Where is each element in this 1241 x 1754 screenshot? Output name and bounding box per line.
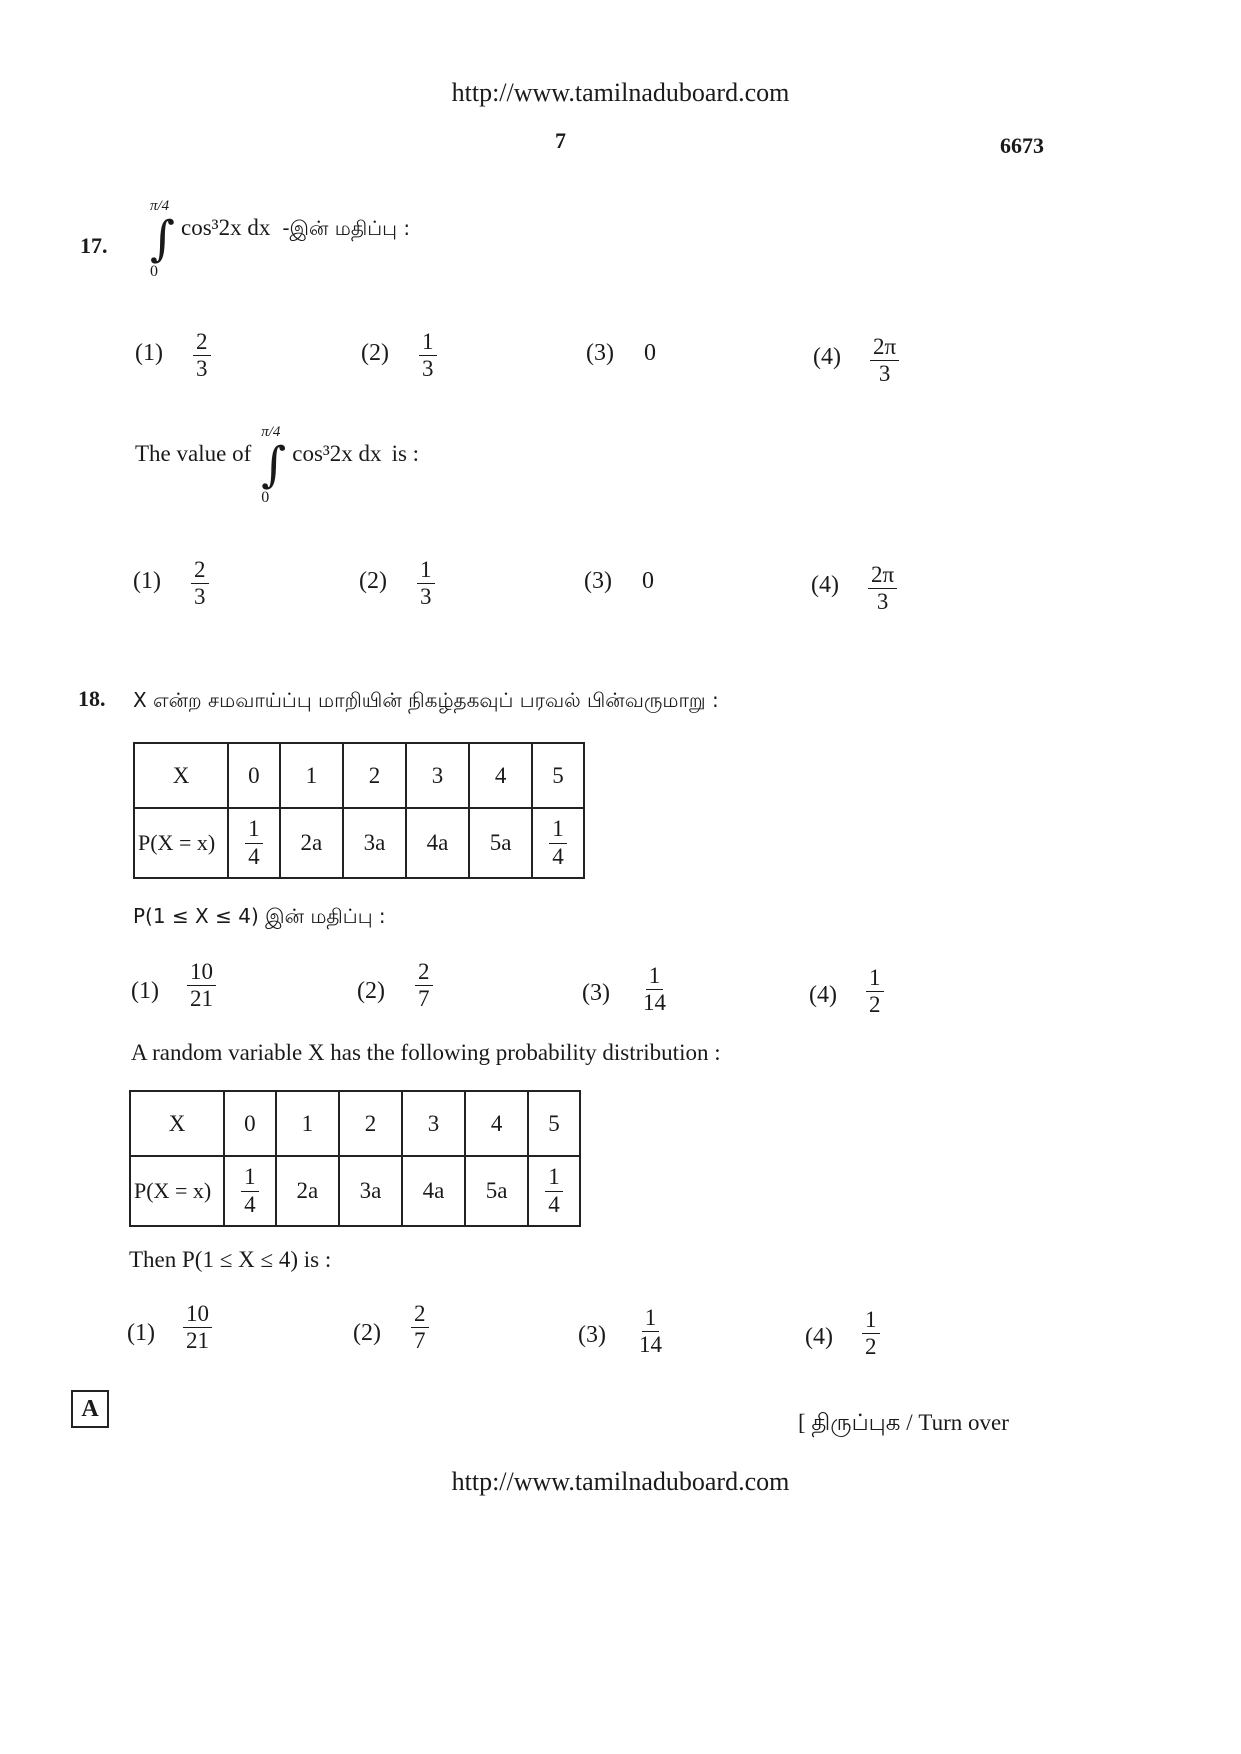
- table-cell: 2a: [280, 808, 343, 878]
- table-cell: 5: [528, 1091, 580, 1156]
- option-value: 0: [644, 340, 656, 366]
- fraction: $\frac{10}{21}$: [183, 1302, 212, 1353]
- turn-over-note: [ திருப்புக / Turn over: [798, 1410, 1009, 1435]
- option-label: (1): [135, 340, 163, 366]
- option-label: (4): [813, 344, 841, 370]
- table-cell: 4a: [406, 808, 469, 878]
- table-cell: 4a: [402, 1156, 465, 1226]
- table-cell: 1: [276, 1091, 339, 1156]
- table-cell: 5: [532, 743, 584, 808]
- fraction: $\frac{1}{14}$: [639, 1305, 662, 1358]
- table-cell: 4: [465, 1091, 528, 1156]
- booklet-type-badge: A: [71, 1390, 109, 1428]
- fraction: $\frac{2\pi}{3}$: [868, 563, 897, 614]
- table-header-x: X: [130, 1091, 224, 1156]
- integrand: cos³2x dx: [292, 441, 382, 467]
- integral-lower-limit: 0: [150, 263, 158, 280]
- fraction: $\frac{2}{7}$: [411, 1302, 429, 1353]
- q18-tamil-question: X என்ற சமவாய்ப்பு மாறியின் நிகழ்தகவுப் பரவல் பின்வருமாறு :: [133, 688, 719, 712]
- option-label: (2): [361, 340, 389, 366]
- option-label: (3): [586, 340, 614, 366]
- table-cell: $\frac{1}{4}$: [224, 1156, 276, 1226]
- distribution-table-tamil: [133, 742, 585, 879]
- fraction: $\frac{1}{2}$: [866, 966, 884, 1017]
- integrand: cos³2x dx: [181, 215, 271, 241]
- table-header-px: P(X = x): [130, 1156, 224, 1226]
- q17-options-tamil: [135, 330, 1035, 390]
- q18-options-tamil: (1) $\frac{10}{21}$ (2) $\frac{2}{7}$ (3) $\frac{1}{14}$ (4) $\frac{1}{2}$: [131, 960, 1031, 1020]
- question-18-number: 18.: [78, 686, 106, 711]
- table-cell: 5a: [469, 808, 532, 878]
- fraction: $\frac{2}{3}$: [191, 558, 209, 609]
- table-cell: $\frac{1}{4}$: [532, 808, 584, 878]
- table-header-px: P(X = x): [134, 808, 228, 878]
- table-cell: 4: [469, 743, 532, 808]
- distribution-table-english: [129, 1090, 581, 1227]
- integral-upper-limit: π/4: [150, 198, 170, 214]
- q18-tamil-prompt: P(1 ≤ X ≤ 4) இன் மதிப்பு :: [133, 904, 386, 928]
- integral-sign: π/4 ∫ 0: [261, 424, 287, 506]
- q17-english-suffix: is :: [391, 441, 420, 467]
- q17-options-english: (1) $\frac{2}{3}$ (2) $\frac{1}{3}$ (3) 0 (4) $\frac{2\pi}{3}$: [133, 558, 1033, 618]
- fraction: $\frac{1}{3}$: [419, 330, 437, 381]
- table-cell: $\frac{1}{4}$: [528, 1156, 580, 1226]
- fraction: $\frac{2}{7}$: [415, 960, 433, 1011]
- table-cell: $\frac{1}{4}$: [228, 808, 280, 878]
- fraction: $\frac{1}{2}$: [862, 1308, 880, 1359]
- q18-english-question: A random variable X has the following probability distribution :: [131, 1040, 721, 1065]
- table-cell: 0: [224, 1091, 276, 1156]
- q17-tamil-integral: [150, 198, 410, 281]
- fraction: $\frac{10}{21}$: [187, 960, 216, 1011]
- integral-sign: π/4 ∫ 0: [150, 198, 176, 280]
- table-cell: 5a: [465, 1156, 528, 1226]
- fraction: $\frac{1}{3}$: [417, 558, 435, 609]
- table-cell: 1: [280, 743, 343, 808]
- fraction: $\frac{2\pi}{3}$: [870, 335, 899, 386]
- q17-english-prefix: The value of: [135, 441, 252, 467]
- table-header-x: X: [134, 743, 228, 808]
- footer-url: http://www.tamilnaduboard.com: [451, 1467, 790, 1496]
- q17-tamil-suffix: -இன் மதிப்பு :: [282, 216, 411, 241]
- question-17-number: 17.: [80, 233, 108, 258]
- q18-english-prompt: Then P(1 ≤ X ≤ 4) is :: [129, 1247, 332, 1272]
- table-cell: 2a: [276, 1156, 339, 1226]
- q18-options-english: (1) $\frac{10}{21}$ (2) $\frac{2}{7}$ (3) $\frac{1}{14}$ (4) $\frac{1}{2}$: [127, 1302, 1027, 1362]
- page-number: 7: [555, 128, 566, 153]
- header-url: http://www.tamilnaduboard.com: [451, 78, 790, 107]
- q17-english-line: [135, 424, 419, 507]
- table-cell: 3a: [339, 1156, 402, 1226]
- table-cell: 3a: [343, 808, 406, 878]
- table-cell: 3: [402, 1091, 465, 1156]
- table-cell: 0: [228, 743, 280, 808]
- fraction: $\frac{2}{3}$: [193, 330, 211, 381]
- table-cell: 3: [406, 743, 469, 808]
- fraction: $\frac{1}{14}$: [643, 963, 666, 1016]
- table-cell: 2: [339, 1091, 402, 1156]
- table-cell: 2: [343, 743, 406, 808]
- paper-code: 6673: [1000, 133, 1044, 158]
